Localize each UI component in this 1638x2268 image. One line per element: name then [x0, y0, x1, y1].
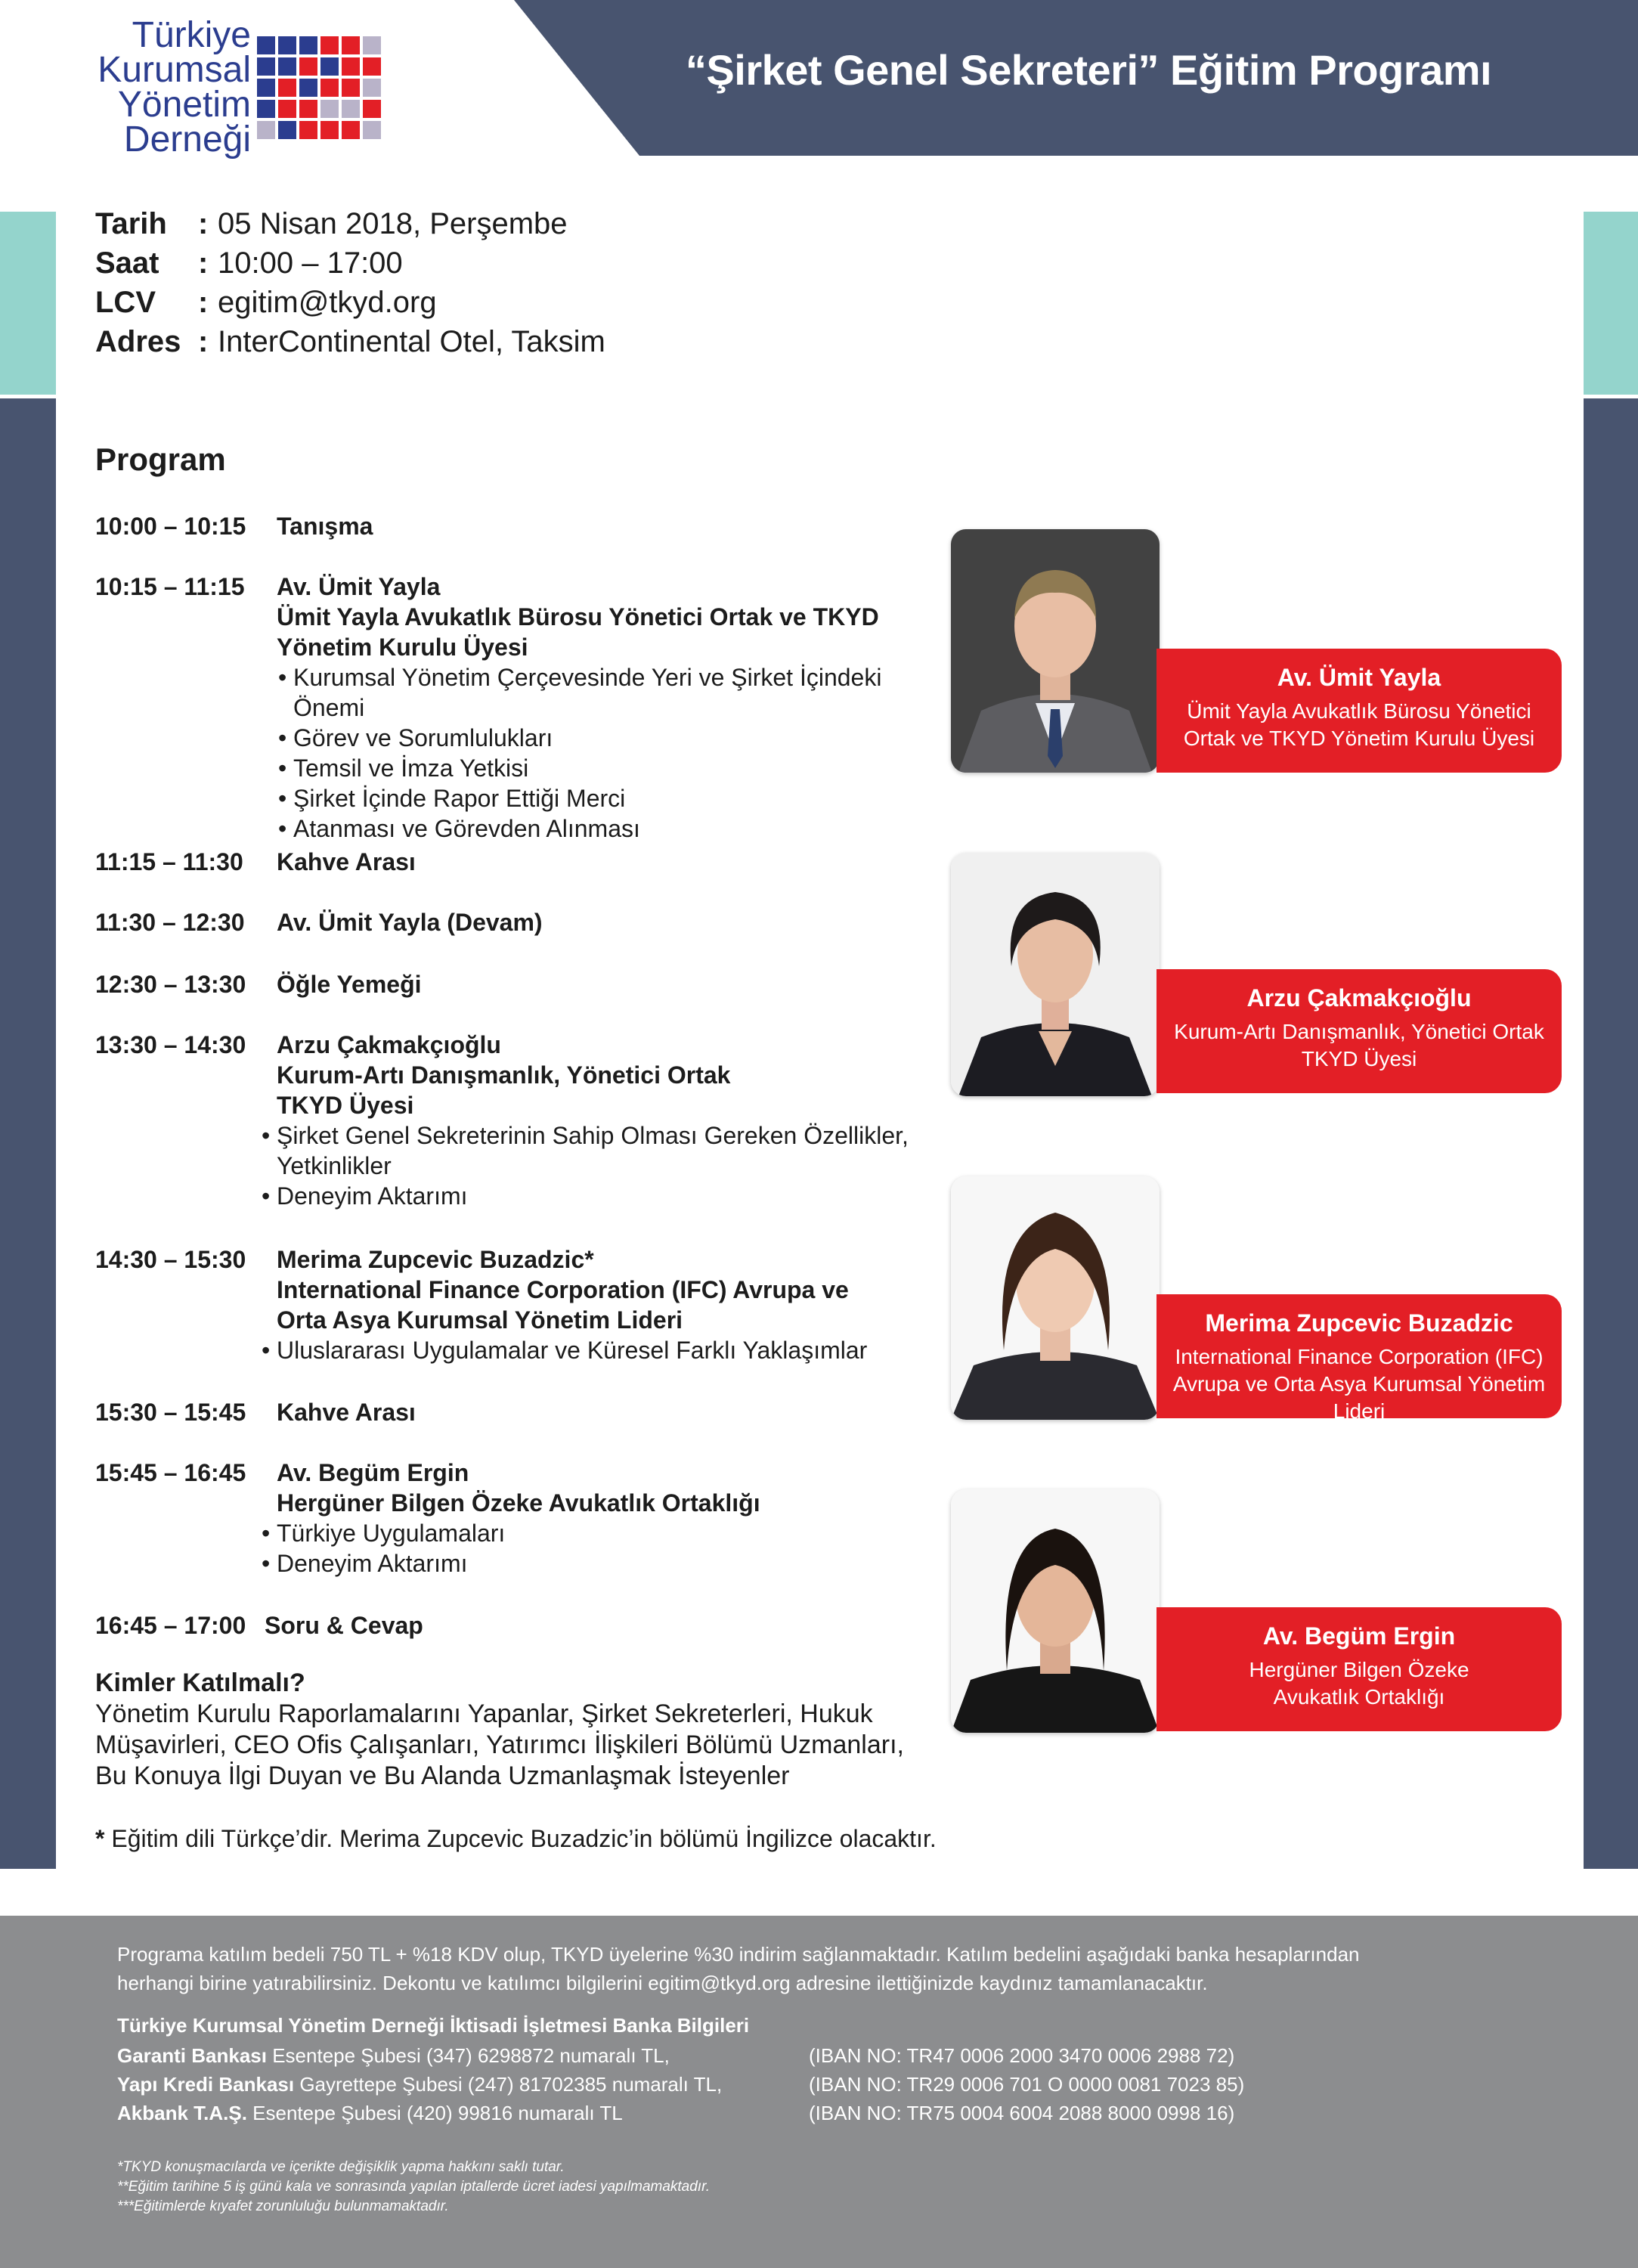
program-item	[95, 1244, 949, 1365]
program-item	[95, 969, 949, 999]
info-label: Saat	[95, 246, 159, 280]
program-title: Av. Ümit Yayla (Devam)	[277, 909, 543, 936]
speaker-card	[1157, 969, 1562, 1093]
speaker-role: Avukatlık Ortaklığı	[1273, 1685, 1445, 1709]
speaker-photo-umit-yayla	[951, 529, 1160, 773]
program-item	[95, 572, 949, 844]
program-bullet: • Uluslararası Uygulamalar ve Küresel Farklı Yaklaşımlar	[260, 1335, 949, 1365]
speaker-card	[1157, 1294, 1562, 1423]
footnote-text: Eğitim dili Türkçe’dir. Merima Zupcevic Buzadzic’in bölümü İngilizce olacaktır.	[104, 1825, 937, 1852]
speaker-role: Kurum-Artı Danışmanlık, Yönetici Ortak	[1174, 1020, 1544, 1043]
bank-detail: Gayrettepe Şubesi (247) 81702385 numaralı TL,	[294, 2073, 723, 2096]
bank-name: Garanti Bankası	[117, 2044, 267, 2067]
program-title: Soru & Cevap	[265, 1612, 423, 1639]
program-title: Yönetim Kurulu Üyesi	[277, 634, 528, 661]
who-should-attend	[95, 1668, 972, 1792]
program-item	[95, 1610, 949, 1641]
program-title: Hergüner Bilgen Özeke Avukatlık Ortaklığı	[277, 1489, 760, 1517]
program-title: International Finance Corporation (IFC) Avrupa ve	[277, 1276, 849, 1303]
program-bullet: • Atanması ve Görevden Alınması	[277, 813, 949, 844]
program-bullet: • Kurumsal Yönetim Çerçevesinde Yeri ve Şirket İçindeki Önemi	[277, 662, 949, 723]
speaker-card	[1157, 1607, 1562, 1731]
program-item	[95, 511, 949, 541]
who-line: Bu Konuya İlgi Duyan ve Bu Alanda Uzmanlaşmak İsteyenler	[95, 1761, 790, 1790]
program-title: TKYD Üyesi	[277, 1092, 414, 1119]
bank-row	[117, 2073, 722, 2096]
program-heading: Program	[95, 442, 226, 477]
who-line: Yönetim Kurulu Raporlamalarını Yapanlar, Şirket Sekreterleri, Hukuk	[95, 1699, 873, 1728]
note-line: *TKYD konuşmacılarda ve içerikte değişiklik yapma hakkını saklı tutar.	[117, 2159, 565, 2175]
note-line: ***Eğitimlerde kıyafet zorunluluğu bulunmamaktadır.	[117, 2198, 449, 2214]
who-title: Kimler Katılmalı?	[95, 1668, 305, 1697]
info-colon: :	[198, 246, 209, 280]
program-time: 14:30 – 15:30	[95, 1246, 246, 1273]
right-teal-band	[1584, 212, 1638, 395]
program-item	[95, 847, 949, 877]
fee-text	[117, 1940, 1523, 1997]
program-title: Merima Zupcevic Buzadzic*	[277, 1246, 594, 1273]
logo-line: Yönetim	[117, 85, 251, 125]
left-teal-band	[0, 212, 56, 395]
info-colon: :	[198, 207, 209, 240]
speaker-name: Arzu Çakmakçıoğlu	[1246, 984, 1472, 1012]
page-title: “Şirket Genel Sekreteri” Eğitim Programı	[685, 46, 1492, 94]
program-time: 11:15 – 11:30	[95, 848, 243, 875]
language-footnote	[95, 1825, 937, 1853]
footnote-star: *	[95, 1825, 105, 1852]
program-time: 15:45 – 16:45	[95, 1459, 246, 1486]
program-title: Orta Asya Kurumsal Yönetim Lideri	[277, 1306, 683, 1334]
speaker-role: Ortak ve TKYD Yönetim Kurulu Üyesi	[1183, 727, 1535, 750]
bank-iban: (IBAN NO: TR47 0006 2000 3470 0006 2988 72)	[809, 2044, 1235, 2067]
bank-iban: (IBAN NO: TR29 0006 701 O 0000 0081 7023 85)	[809, 2073, 1245, 2096]
program-bullet: • Deneyim Aktarımı	[260, 1181, 949, 1211]
bank-info-title: Türkiye Kurumsal Yönetim Derneği İktisadi İşletmesi Banka Bilgileri	[117, 2014, 750, 2037]
bank-row	[117, 2102, 623, 2125]
program-bullet: • Şirket İçinde Rapor Ettiği Merci	[277, 783, 949, 813]
logo-line: Derneği	[123, 119, 251, 160]
speaker-role: Ümit Yayla Avukatlık Bürosu Yönetici	[1187, 699, 1531, 723]
speaker-photo-arzu-cakmakcioglu	[951, 853, 1160, 1096]
info-colon: :	[198, 286, 209, 319]
program-item	[95, 1030, 949, 1211]
program-title: Ümit Yayla Avukatlık Bürosu Yönetici Ortak ve TKYD	[277, 603, 879, 631]
bank-iban: (IBAN NO: TR75 0004 6004 2088 8000 0998 16)	[809, 2102, 1235, 2124]
speaker-card	[1157, 649, 1562, 773]
program-title: Kahve Arası	[277, 848, 416, 875]
bank-name: Yapı Kredi Bankası	[117, 2073, 295, 2096]
program-title: Arzu Çakmakçıoğlu	[277, 1031, 501, 1058]
program-item	[95, 1458, 949, 1579]
info-colon: :	[198, 325, 209, 358]
speaker-role: TKYD Üyesi	[1301, 1047, 1417, 1070]
program-title: Öğle Yemeği	[277, 971, 422, 998]
program-title: Av. Begüm Ergin	[277, 1459, 469, 1486]
program-bullet: • Görev ve Sorumlulukları	[277, 723, 949, 753]
program-bullet: • Temsil ve İmza Yetkisi	[277, 753, 949, 783]
info-label: LCV	[95, 286, 156, 319]
info-value: InterContinental Otel, Taksim	[218, 325, 605, 358]
program-bullet-continuation: Yetkinlikler	[277, 1152, 392, 1179]
logo-mark	[181, 20, 393, 156]
terms-notes	[117, 2158, 710, 2217]
info-label: Adres	[95, 325, 181, 358]
program-time: 13:30 – 14:30	[95, 1031, 246, 1058]
program-time: 12:30 – 13:30	[95, 971, 246, 998]
speaker-role: Avrupa ve Orta Asya Kurumsal Yönetim Lideri	[1172, 1372, 1546, 1423]
speaker-name: Av. Begüm Ergin	[1262, 1622, 1456, 1650]
program-bullet: • Türkiye Uygulamaları	[260, 1518, 949, 1548]
note-line: **Eğitim tarihine 5 iş günü kala ve sonrasında yapılan iptallerde ücret iadesi yapılmamaktadır.	[117, 2179, 710, 2195]
speaker-role: Hergüner Bilgen Özeke	[1249, 1658, 1469, 1681]
bank-detail: Esentepe Şubesi (347) 6298872 numaralı TL,	[266, 2044, 670, 2067]
program-bullet: • Şirket Genel Sekreterinin Sahip Olması Gereken Özellikler,	[260, 1120, 949, 1151]
program-title: Av. Ümit Yayla	[277, 573, 441, 600]
bank-detail: Esentepe Şubesi (420) 99816 numaralı TL	[246, 2102, 623, 2124]
speaker-name: Av. Ümit Yayla	[1277, 664, 1441, 691]
speaker-photo-merima-zupcevic-buzadzic	[951, 1176, 1160, 1420]
program-title: Kurum-Artı Danışmanlık, Yönetici Ortak	[277, 1061, 731, 1089]
info-value: 10:00 – 17:00	[218, 246, 403, 280]
fee-line: herhangi birine yatırabilirsiniz. Dekontu ve katılımcı bilgilerini egitim@tkyd.org adresine ilettiğinizde kaydınız tamamlanacaktır.	[117, 1972, 1208, 1994]
program-time: 10:15 – 11:15	[95, 573, 245, 600]
rsvp-email: egitim@tkyd.org	[218, 286, 437, 319]
logo-line: Kurumsal	[98, 50, 251, 90]
fee-line: Programa katılım bedeli 750 TL + %18 KDV olup, TKYD üyelerine %30 indirim sağlanmaktadır. Katılım bedelini aşağıdaki banka hesaplarından	[117, 1943, 1360, 1966]
program-time: 16:45 – 17:00	[95, 1612, 246, 1639]
bank-row	[117, 2044, 670, 2068]
who-line: Müşavirleri, CEO Ofis Çalışanları, Yatırımcı İlişkileri Bölümü Uzmanları,	[95, 1730, 904, 1759]
payment-info-panel	[0, 1916, 1638, 2268]
speaker-name: Merima Zupcevic Buzadzic	[1205, 1309, 1513, 1337]
info-value: 05 Nisan 2018, Perşembe	[218, 207, 568, 240]
program-item	[95, 907, 949, 937]
speaker-photo-begum-ergin	[951, 1489, 1160, 1733]
left-slate-band	[0, 398, 56, 1869]
program-title: Tanışma	[277, 513, 373, 540]
info-label: Tarih	[95, 207, 167, 240]
program-time: 11:30 – 12:30	[95, 909, 245, 936]
speaker-role: International Finance Corporation (IFC)	[1175, 1345, 1544, 1368]
program-time: 15:30 – 15:45	[95, 1399, 246, 1426]
logo-line: Türkiye	[132, 15, 251, 55]
program-item	[95, 1397, 949, 1427]
program-title: Kahve Arası	[277, 1399, 416, 1426]
right-slate-band	[1584, 398, 1638, 1869]
program-time: 10:00 – 10:15	[95, 513, 246, 540]
bank-name: Akbank T.A.Ş.	[117, 2102, 247, 2124]
program-bullet: • Deneyim Aktarımı	[260, 1548, 949, 1579]
